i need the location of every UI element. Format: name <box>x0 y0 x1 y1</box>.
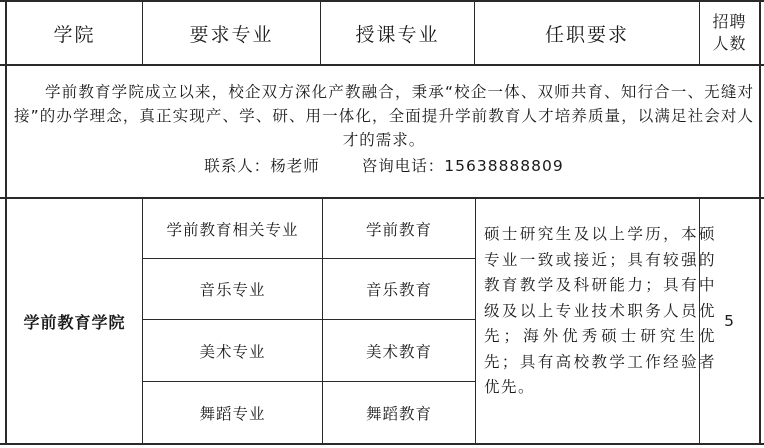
required-major-cell: 舞蹈专业 <box>199 404 266 423</box>
header-headcount <box>700 2 759 64</box>
teaching-major-cell: 美术教育 <box>365 342 432 361</box>
table-bottom-border <box>0 443 764 445</box>
intro-paragraph: 学前教育学院成立以来，校企双方深化产教融合，秉承“校企一体、双师共育、知行合一、无缝对接”的办学理念，真正实现产、学、研、用一体化，全面提升学前教育人才培养质量，以满足社会对人才的需求。 <box>14 83 754 149</box>
right-border <box>759 0 761 445</box>
contact-person: 联系人：杨老师 <box>204 157 320 175</box>
required-major-cell: 学前教育相关专业 <box>166 220 299 239</box>
college-name: 学前教育学院 <box>23 312 126 332</box>
required-major-cell: 音乐专业 <box>199 281 266 299</box>
headcount-value: 5 <box>724 312 735 330</box>
header-headcount-line1: 招聘 <box>712 12 747 31</box>
header-college: 学院 <box>53 23 96 46</box>
header-requirements: 任职要求 <box>544 23 629 46</box>
header-bottom-border <box>0 64 764 66</box>
header-required-major: 要求专业 <box>189 23 274 46</box>
column-divider <box>475 197 476 445</box>
teaching-major-cell: 学前教育 <box>365 220 432 239</box>
teaching-major-cell: 音乐教育 <box>365 281 432 299</box>
job-requirements: 硕士研究生及以上学历，本硕专业一致或接近；具有较强的教育教学及科研能力；具有中级及以上专业技术职务人员优先；海外优秀硕士研究生优先；具有高校教学工作经验者优先。 <box>484 225 716 396</box>
contact-line <box>14 154 754 178</box>
college-intro <box>14 80 754 178</box>
header-teaching-major: 授课专业 <box>355 23 440 46</box>
required-major-cell: 美术专业 <box>199 342 266 361</box>
header-headcount-line2: 人数 <box>712 34 747 53</box>
contact-phone: 咨询电话：15638888809 <box>361 157 564 175</box>
teaching-major-cell: 舞蹈教育 <box>365 404 432 423</box>
